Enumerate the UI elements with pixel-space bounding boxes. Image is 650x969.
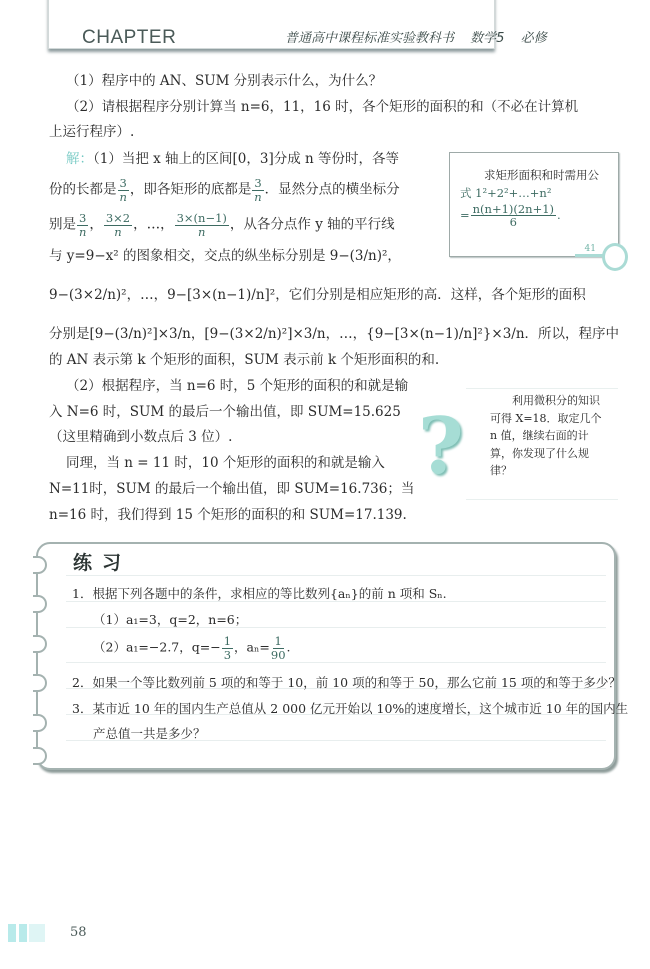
solution-text: （1）当把 x 轴上的区间[0，3]分成 n 等份时，各等 bbox=[93, 151, 400, 167]
exercise-item-1-2 bbox=[93, 635, 291, 661]
ring-connector bbox=[575, 254, 605, 257]
book-title bbox=[285, 27, 547, 46]
solution-line-6: 分别是[9−(3/n)²]×3/n，[9−(3×2/n)²]×3/n，…，{9−[3×(n−1)/n]²}×3/n．所以，程序中 bbox=[49, 326, 620, 342]
fraction-3-over-n bbox=[77, 212, 88, 238]
page-tab-marker bbox=[29, 924, 45, 942]
text-segment: . bbox=[286, 639, 291, 655]
text-segment: ．显然分点的横坐标分 bbox=[264, 181, 400, 198]
fraction-3-over-n bbox=[252, 177, 263, 203]
fraction-3xn-1-over-n bbox=[175, 212, 229, 238]
solution-label: 解： bbox=[66, 151, 93, 167]
text-segment: ，从各分点作 y 轴的平行线 bbox=[229, 216, 395, 233]
ring-icon bbox=[602, 243, 628, 271]
note-line: 可得 X=18．取定几个 bbox=[490, 411, 602, 425]
side-note-line: 式 1²+2²+…+n² bbox=[460, 185, 552, 200]
solution-line-7: 的 AN 表示第 k 个矩形的面积，SUM 表示前 k 个矩形面积的和. bbox=[49, 352, 440, 368]
sum-of-squares-fraction bbox=[471, 203, 556, 229]
solution-part2-line-2: 入 N=6 时，SUM 的最后一个输出值，即 SUM=15.625 bbox=[49, 404, 401, 420]
frac-den: 90 bbox=[270, 647, 286, 662]
solution-line-2 bbox=[49, 177, 400, 203]
side-note-line: 求矩形面积和时需用公 bbox=[484, 168, 599, 182]
page-tab-marker bbox=[19, 924, 27, 942]
frac-den: n bbox=[119, 189, 127, 204]
note-line: n 值，继续右面的计 bbox=[490, 429, 589, 443]
note-line: 算，你发现了什么规 bbox=[490, 446, 589, 460]
text-segment: 份的长都是 bbox=[49, 181, 117, 198]
frac-den: n bbox=[254, 189, 262, 204]
exercise-item-3-cont: 产总值一共是多少？ bbox=[93, 726, 206, 741]
page-number: 58 bbox=[70, 925, 87, 940]
frac-den: 3 bbox=[223, 647, 232, 662]
frac-num: 3 bbox=[79, 211, 87, 225]
side-note-text bbox=[460, 167, 599, 229]
ruled-line bbox=[66, 662, 606, 663]
solution-part3-line-2: N=11时，SUM 的最后一个输出值，即 SUM=16.736；当 bbox=[49, 481, 415, 497]
text-segment: ，aₙ= bbox=[234, 639, 270, 655]
exercise-item-2: 2．如果一个等比数列前 5 项的和等于 10，前 10 项的和等于 50，那么它前 15 项的和等于多少？ bbox=[72, 675, 621, 690]
frac-den: n bbox=[198, 224, 206, 239]
text-segment: 别是 bbox=[49, 216, 76, 233]
equals: = bbox=[460, 207, 470, 222]
page-reference: 41 bbox=[584, 244, 596, 254]
frac-num: 3 bbox=[119, 176, 127, 190]
solution-part2-line-3: （这里精确到小数点后 3 位）. bbox=[49, 429, 233, 445]
question-mark-icon: ? bbox=[418, 401, 464, 492]
exercise-item-3: 3．某市近 10 年的国内生产总值从 2 000 亿元开始以 10%的速度增长，这个城市近 10 年的国内生 bbox=[72, 701, 629, 716]
fraction-3x2-over-n bbox=[104, 212, 132, 238]
fraction-3-over-n bbox=[118, 177, 129, 203]
question-2-line1: （2）请根据程序分别计算当 n=6，11，16 时，各个矩形的面积的和（不必在计算机 bbox=[66, 99, 579, 115]
exercise-title: 练习 bbox=[73, 552, 132, 574]
ellipsis: ，…， bbox=[133, 216, 174, 233]
solution-line-3: 别是 $\frac{3}{n}$ ， $\frac{3\times 2}{n}$ ，…， $\frac{3\times(n-1)}{n}$ ，从各分点作 y 轴的平行线 bbox=[49, 211, 395, 239]
question-note-text bbox=[490, 392, 602, 480]
frac-num: 1 bbox=[274, 634, 282, 648]
fraction-1-over-3 bbox=[222, 635, 233, 661]
solution-line-5: 9−(3×2/n)²，…，9−[3×(n−1)/n]²，它们分别是相应矩形的高．这样，各个矩形的面积 bbox=[49, 287, 586, 303]
frac-num: n(n+1)(2n+1) bbox=[472, 201, 555, 216]
frac-num: 1 bbox=[223, 634, 232, 648]
side-note-formula bbox=[449, 152, 619, 257]
solution-part2-line-1: （2）根据程序，当 n=6 时，5 个矩形的面积的和就是输 bbox=[66, 378, 409, 394]
solution-part3-line-1: 同理，当 n = 11 时，10 个矩形的面积的和就是输入 bbox=[66, 455, 385, 471]
question-1: （1）程序中的 AN、SUM 分别表示什么，为什么？ bbox=[66, 73, 383, 89]
question-2-line2: 上运行程序）. bbox=[49, 124, 135, 140]
solution-line-1 bbox=[66, 151, 399, 167]
frac-num: 3 bbox=[254, 176, 262, 190]
book-series: 普通高中课程标准实验教科书 bbox=[285, 31, 455, 46]
exercise-item-1: 1．根据下列各题中的条件，求相应的等比数列{aₙ}的前 n 项和 Sₙ. bbox=[72, 586, 447, 601]
book-subject: 数学5 bbox=[470, 31, 505, 46]
fraction-1-over-90 bbox=[271, 635, 286, 661]
book-type: 必修 bbox=[520, 31, 547, 46]
frac-den: 6 bbox=[509, 215, 517, 230]
text-segment: ，即各矩形的底都是 bbox=[129, 181, 252, 198]
solution-part3-line-3: n=16 时，我们得到 15 个矩形的面积的和 SUM=17.139. bbox=[49, 507, 407, 523]
note-line: 律？ bbox=[490, 464, 512, 478]
page-tab-marker bbox=[8, 924, 16, 942]
exercise-item-1-1: （1）a₁=3，q=2，n=6； bbox=[93, 612, 248, 627]
side-note-formula-line: = $\frac{n(n+1)(2n+1)}{6}$ . bbox=[460, 201, 561, 230]
frac-den: n bbox=[114, 224, 122, 239]
frac-den: n bbox=[78, 224, 87, 239]
chapter-label: CHAPTER bbox=[82, 27, 177, 48]
ruled-line bbox=[66, 575, 606, 576]
text-segment: （2）a₁=−2.7，q=− bbox=[93, 639, 221, 655]
note-line: 利用微积分的知识 bbox=[512, 394, 600, 407]
frac-num: 3×2 bbox=[105, 211, 131, 225]
frac-num: 3×(n−1) bbox=[176, 211, 227, 225]
solution-line-4: 与 y=9−x² 的图象相交，交点的纵坐标分别是 9−(3/n)²， bbox=[49, 248, 401, 264]
